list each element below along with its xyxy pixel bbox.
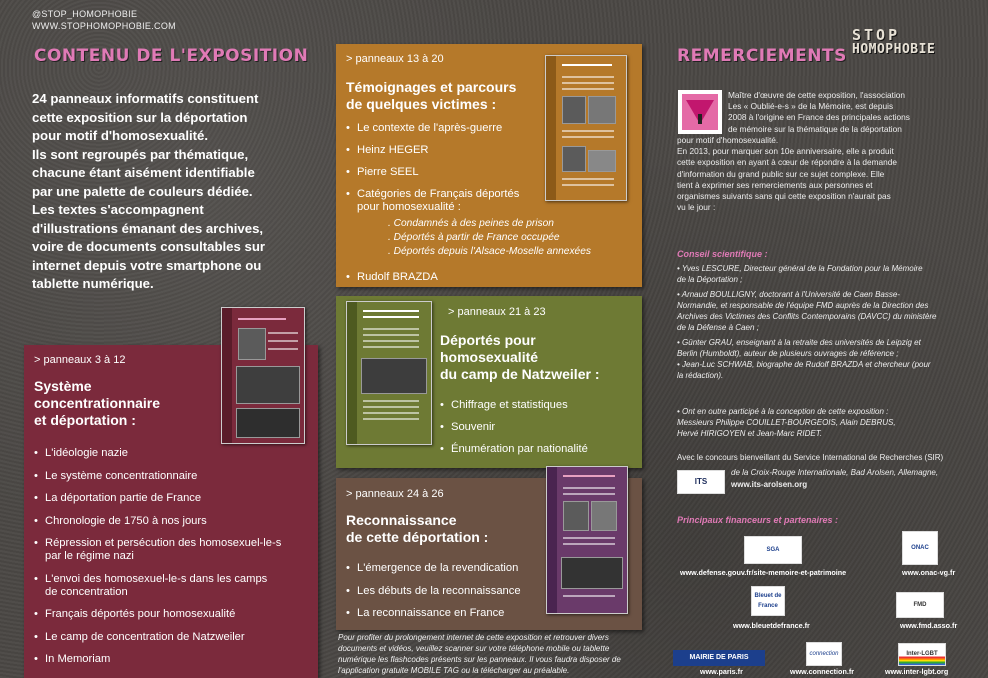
thanks-text: pour motif d'homosexualité. En 2013, pour marquer son 10e anniversaire, elle a produit cette exposition en ayant à cœur de répondre à la demande d'information du grand public sur ce sujet complexe. Elle tient à exprimer ses remerciements aux personnes et organismes suivants sans qui cette exposition n'aurait pas vu le jour : [677,135,898,213]
list-item: • In Memoriam [34,652,314,666]
thanks-text-indented: Maître d'œuvre de cette exposition, l'association Les « Oublié-e-s » de la Mémoire, est depuis 2008 à l'origine en France des principales actions de mémoire sur la thématique de la déportation [728,90,910,134]
list-item: • Rudolf BRAZDA [346,270,438,284]
participation-list: • Ont en outre participé à la conception de cette exposition : Messieurs Philippe COUILLET-BOURGEOIS, Alain DEBRUS, Hervé HIRIGOYEN et Jean-Marc RIDET. [677,407,896,438]
list-item: • Le camp de concentration de Natzweiler [34,630,314,644]
list-item: • Catégories de Français déportés [346,187,566,201]
panel-title: Système concentrationnaire et déportation : [34,378,161,428]
panel-range: > panneaux 3 à 12 [34,354,126,366]
panel-item-list [440,398,588,456]
intro-text: 24 panneaux informatifs constituent cette exposition sur la déportation pour motif d'homosexualité. Ils sont regroupés par thématique, chacune étant aisément identifiable par une palette de couleurs dédiée. Les textes s'accompagnent d'illustrations émanant des archives, voire de documents consultables sur internet depuis votre smartphone ou tablette numérique. [32,91,266,291]
list-item: • Français déportés pour homosexualité [34,607,314,621]
list-item: • Les débuts de la reconnaissance [346,584,521,598]
panel-item-list [346,121,566,219]
list-item: • Énumération par nationalité [440,442,588,456]
list-item: • L'idéologie nazie [34,446,314,460]
fmd-logo: FMD [896,592,944,618]
list-item: • Chiffrage et statistiques [440,398,588,412]
sub-item: . Déportés depuis l'Alsace-Moselle annexées [388,246,591,257]
sub-item-list [346,217,642,259]
list-item: • Souvenir [440,420,588,434]
sir-text-line1: Avec le concours bienveillant du Service International de Recherches (SIR) [677,453,944,462]
panel-title: Déportés pour homosexualité du camp de Natzweiler : [440,332,600,382]
partner-url-onac[interactable]: www.onac-vg.fr [902,568,956,577]
list-item-continuation: par le régime nazi [45,550,134,562]
list-item-continuation: pour homosexualité : [357,201,461,213]
list-item: • La reconnaissance en France [346,606,521,620]
panel-title: Témoignages et parcours de quelques victimes : [346,79,517,112]
conseil-scientifique-title: Conseil scientifique : [677,249,768,259]
panel-title: Reconnaissance de cette déportation : [346,512,489,545]
flashcode-note: Pour profiter du prolongement internet de cette exposition et retrouver divers documents et vidéos, veuillez scanner sur votre téléphone mobile ou tablette numérique les flashcodes présents sur les panneaux. Il vous faudra disposer de l'application gratuite MOBILE TAG ou la télécharger au préalable. [338,633,621,675]
connection-logo: connection [806,642,842,666]
poster-thumbnail-orange [545,55,627,201]
onac-logo: ONAC [902,531,938,565]
poster-thumbnail-red [221,307,305,444]
sir-text-line2: de la Croix-Rouge Internationale, Bad Arolsen, Allemagne, [731,468,939,477]
its-logo: ITS [677,470,725,494]
list-item: • Chronologie de 1750 à nos jours [34,514,314,528]
poster-thumbnail-green [346,301,432,445]
partner-url-paris[interactable]: www.paris.fr [700,667,743,676]
its-url[interactable]: www.its-arolsen.org [731,480,808,489]
list-item: • Le contexte de l'après-guerre [346,121,566,135]
poster-thumbnail-brown [546,466,628,614]
left-section-title: CONTENU DE L'EXPOSITION [34,46,309,66]
list-item: • Pierre SEEL [346,165,566,179]
partner-url-bleuet[interactable]: www.bleuetdefrance.fr [733,621,810,630]
list-item: • Répression et persécution des homosexuel-le-s [34,536,314,550]
list-item: • Le système concentrationnaire [34,469,314,483]
partner-url-connection[interactable]: www.connection.fr [790,667,855,676]
panel-range: > panneaux 13 à 20 [346,53,444,65]
list-item: • La déportation partie de France [34,491,314,505]
list-item: • L'émergence de la revendication [346,561,521,575]
stop-homophobie-logo: STOP HOMOPHOBIE [852,26,936,57]
sub-item: . Déportés à partir de France occupée [388,232,560,243]
panel-item-list [34,446,314,666]
panel-item-list-last [346,270,438,284]
panel-range: > panneaux 21 à 23 [448,306,546,318]
list-item-continuation: de concentration [45,585,128,598]
website-url[interactable]: WWW.STOPHOMOPHOBIE.COM [32,21,176,31]
partner-url-fmd[interactable]: www.fmd.asso.fr [900,621,958,630]
partner-url-defense[interactable]: www.defense.gouv.fr/site-memoire-et-patrimoine [680,568,847,577]
partner-url-interlgbt[interactable]: www.inter-lgbt.org [885,667,949,676]
sub-item: . Condamnés à des peines de prison [388,218,554,229]
sga-logo: SGA [744,536,802,564]
list-item: • L'envoi des homosexuel-le-s dans les camps [34,572,314,586]
mairie-paris-logo: MAIRIE DE PARIS [673,650,765,666]
panel-range: > panneaux 24 à 26 [346,488,444,500]
twitter-handle: @STOP_HOMOPHOBIE [32,9,138,19]
conseil-list: • Yves LESCURE, Directeur général de la Fondation pour la Mémoire de la Déportation ; • Arnaud BOULLIGNY, doctorant à l'Université de Caen Basse- Normandie, et responsable de l'équipe FMD auprès de la Direction des Archives des Victimes des Conflits Contemporains (DAVCC) du ministère de la Défense à Caen ; • Günter GRAU, enseignant à la retraite des universités de Leipzig et Berlin (Humboldt), auteur de plusieurs ouvrages de référence ; • Jean-Luc SCHWAB, biographe de Rudolf BRAZDA et chercheur (pour la rédaction). [677,264,937,380]
partners-title: Principaux financeurs et partenaires : [677,515,839,525]
panel-item-list [346,561,521,620]
bleuet-logo: Bleuet de France [751,586,785,616]
oubliees-memoire-logo [678,90,722,134]
inter-lgbt-logo: Inter-LGBT [898,643,946,666]
right-section-title: REMERCIEMENTS [677,46,847,66]
list-item: • Heinz HEGER [346,143,566,157]
